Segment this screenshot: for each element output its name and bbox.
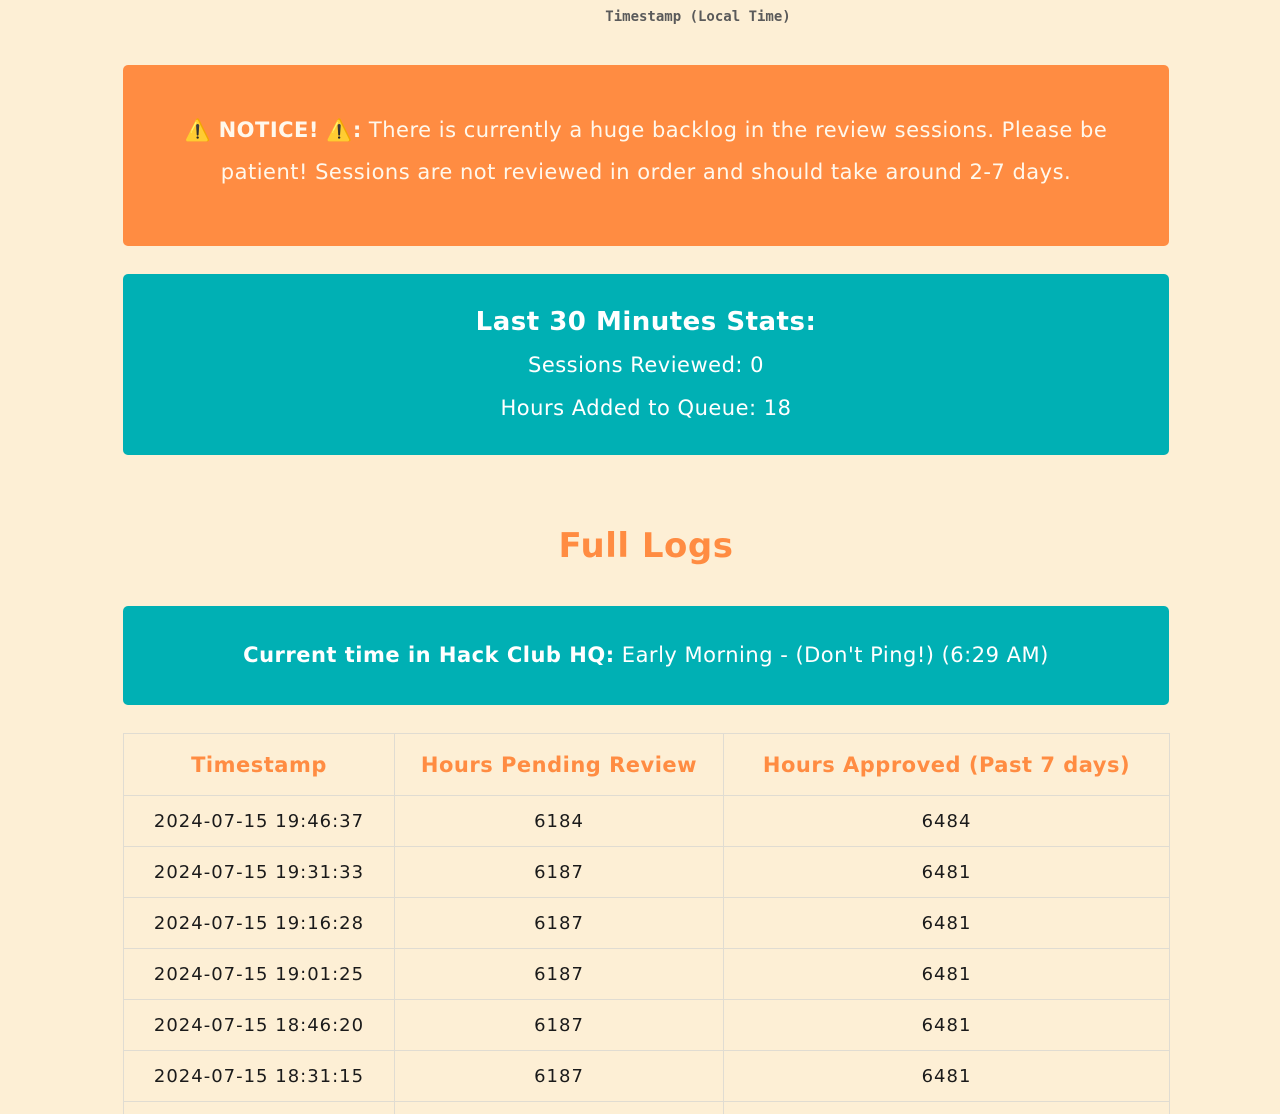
- column-header: Timestamp: [124, 734, 395, 796]
- timestamp-cell: 2024-07-15 18:31:15: [124, 1051, 395, 1102]
- table-row: [124, 796, 1170, 847]
- stats-panel: [123, 274, 1169, 455]
- pending-cell: 6187: [395, 949, 724, 1000]
- sessions-reviewed: Sessions Reviewed: 0: [527, 353, 765, 377]
- approved-cell: 6481: [724, 949, 1170, 1000]
- notice-banner: [123, 65, 1169, 246]
- timestamp-cell: 2024-07-15 19:31:33: [124, 847, 395, 898]
- approved-cell: 6481: [724, 1000, 1170, 1051]
- timestamp-cell: [124, 1102, 395, 1114]
- column-header: Hours Pending Review: [395, 734, 724, 796]
- section-title: Full Logs: [558, 526, 734, 566]
- warning-icon: ⚠️: [326, 118, 353, 142]
- table-row: [124, 847, 1170, 898]
- clock-label: Current time in Hack Club HQ:: [243, 643, 615, 667]
- approved-cell: 6481: [724, 1051, 1170, 1102]
- table-header-row: [124, 734, 1170, 796]
- timestamp-cell: 2024-07-15 19:01:25: [124, 949, 395, 1000]
- pending-cell: 6187: [395, 1000, 724, 1051]
- table-row: [124, 1051, 1170, 1102]
- approved-cell: 6484: [724, 796, 1170, 847]
- pending-cell: 6184: [395, 796, 724, 847]
- table-row: [124, 1000, 1170, 1051]
- pending-cell: 6187: [395, 847, 724, 898]
- hq-clock-panel: [123, 606, 1169, 705]
- approved-cell: [724, 1102, 1170, 1114]
- notice-text: There is currently a huge backlog in the review sessions. Please be patient! Sessions are not reviewed in order and should take around 2-7 days.: [220, 118, 1108, 184]
- top-caption: Timestamp (Local Time): [605, 9, 791, 25]
- logs-table-wrapper: [123, 733, 1169, 1114]
- timestamp-cell: 2024-07-15 19:46:37: [124, 796, 395, 847]
- stats-title: Last 30 Minutes Stats:: [475, 307, 817, 337]
- notice-colon: :: [352, 118, 362, 142]
- clock-value: Early Morning - (Don't Ping!) (6:29 AM): [621, 643, 1049, 667]
- table-row: [124, 949, 1170, 1000]
- warning-icon: ⚠️: [184, 118, 212, 142]
- column-header: Hours Approved (Past 7 days): [724, 734, 1170, 796]
- timestamp-cell: 2024-07-15 18:46:20: [124, 1000, 395, 1051]
- pending-cell: 6187: [395, 898, 724, 949]
- table-row: [124, 1102, 1170, 1114]
- table-row: [124, 898, 1170, 949]
- pending-cell: [395, 1102, 724, 1114]
- timestamp-cell: 2024-07-15 19:16:28: [124, 898, 395, 949]
- approved-cell: 6481: [724, 847, 1170, 898]
- notice-label: NOTICE!: [218, 118, 319, 142]
- hours-added: Hours Added to Queue: 18: [500, 396, 792, 420]
- approved-cell: 6481: [724, 898, 1170, 949]
- pending-cell: 6187: [395, 1051, 724, 1102]
- logs-table: [123, 733, 1170, 1114]
